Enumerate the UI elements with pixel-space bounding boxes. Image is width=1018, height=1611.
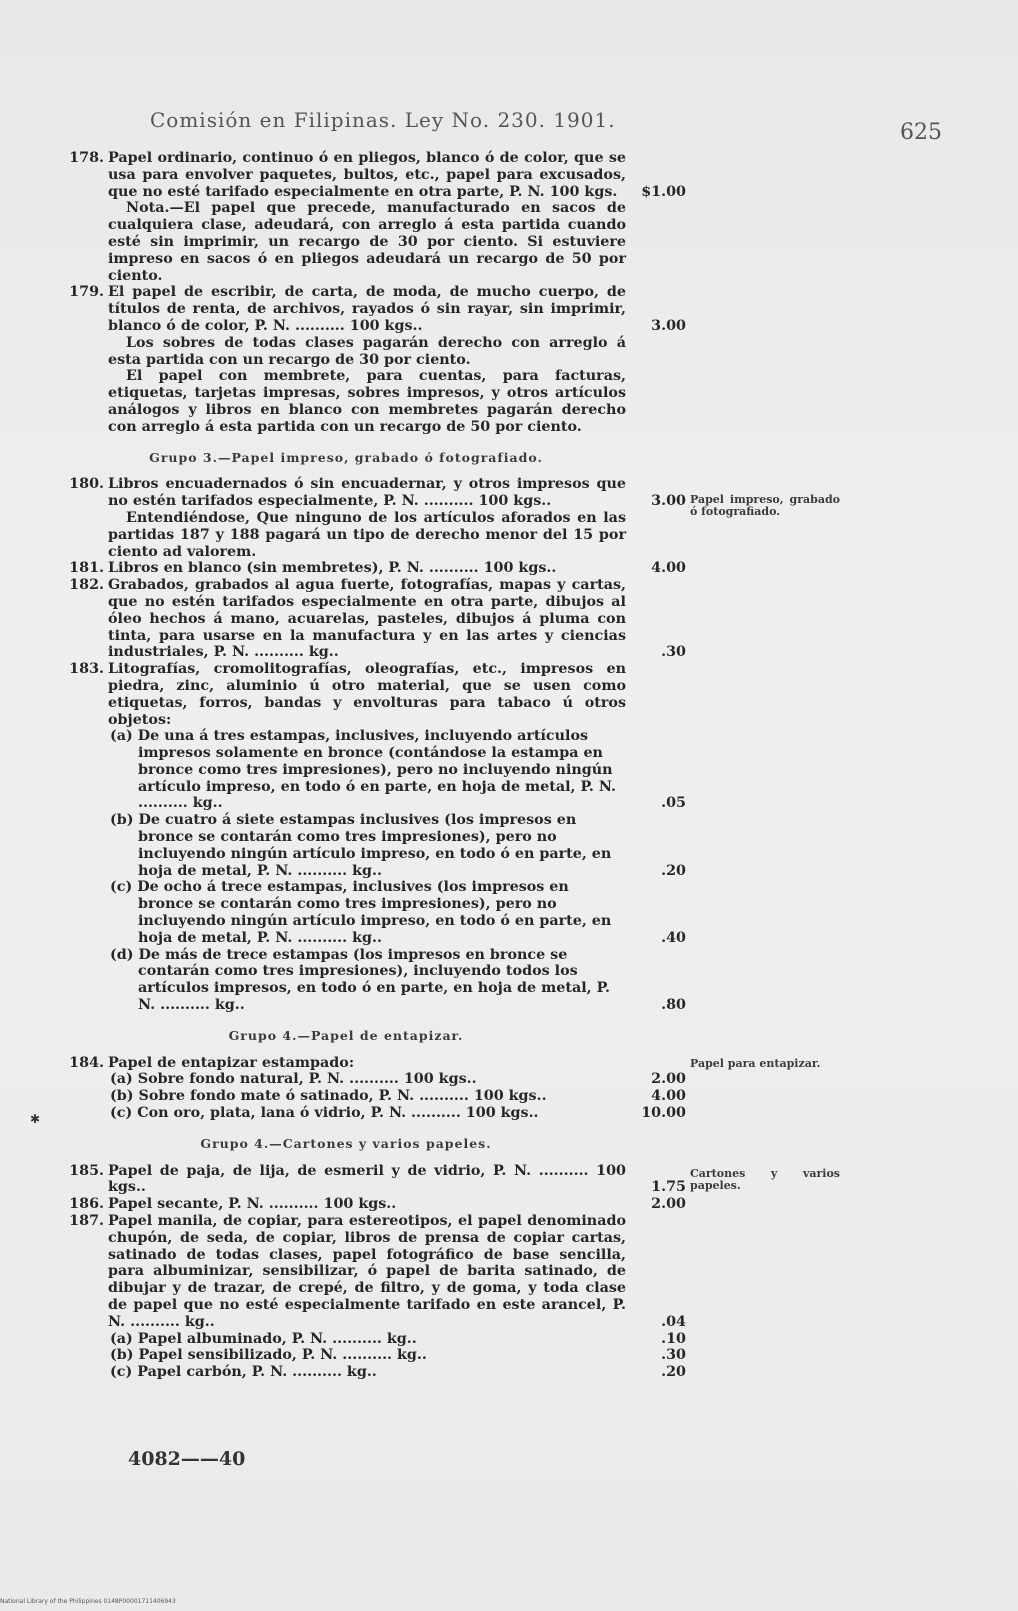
entry-text: Papel secante, P. N. .......... 100 kgs.. <box>108 1196 397 1213</box>
group-heading: Grupo 4.—Papel de entapizar. <box>228 1027 464 1043</box>
entry-178 <box>66 150 686 200</box>
subentry-text: (a) Papel albuminado, P. N. .......... kg.. <box>110 1330 417 1347</box>
entry-183 <box>66 661 686 728</box>
entry-text: Libros en blanco (sin membretes), P. N. .......... 100 kgs.. <box>108 560 557 577</box>
subentry-rate: .80 <box>661 997 686 1014</box>
subentry-rate: .10 <box>661 1330 686 1347</box>
entry-rate: 1.75 <box>651 1179 686 1196</box>
entry-rate: 2.00 <box>651 1196 686 1213</box>
subentry-187b <box>66 1347 686 1364</box>
subentry-text: (c) De ocho á trece estampas, inclusives (los impresos en bronce se contarán como tres impresiones), pero no incluyendo ningún artículo impreso, en todo ó en parte, en hoja de metal, P. N. .......... kg.. <box>110 879 612 946</box>
subentry-text: (a) Sobre fondo natural, P. N. .......... 100 kgs.. <box>110 1071 477 1088</box>
entry-number: 187. <box>69 1213 104 1230</box>
subentry-text: (b) Papel sensibilizado, P. N. .......... kg.. <box>110 1347 427 1364</box>
entry-note: Nota.—El papel que precede, manufacturado en sacos de cualquiera clase, adeudará, con arreglo á esta partida cuando esté sin imprimir, un recargo de 30 por ciento. Si estuviere impreso en sacos ó en pliegos adeudará un recargo de 50 por ciento. <box>108 200 626 284</box>
subentry-rate: .20 <box>661 1364 686 1381</box>
entry-number: 186. <box>69 1196 104 1213</box>
entry-rate: 3.00 <box>651 493 686 510</box>
subentry-184c <box>66 1105 686 1122</box>
entry-187 <box>66 1213 686 1331</box>
subentry-text: (b) De cuatro á siete estampas inclusives (los impresos en bronce se contarán como tres impresiones), pero no incluyendo ningún artículo impreso, en todo ó en parte, en hoja de metal, P. N. .......... kg.. <box>110 812 612 879</box>
entry-rate: .30 <box>661 644 686 661</box>
entry-number: 185. <box>69 1162 104 1179</box>
entry-number: 184. <box>69 1054 104 1071</box>
subentry-text: (a) De una á tres estampas, inclusives, incluyendo artículos impresos solamente en bronce (contándose la estampa en bronce como tres impresiones), pero no incluyendo ningún artículo impreso, en todo ó en parte, en hoja de metal, P. N. .......... kg.. <box>110 728 616 812</box>
subentry-rate: .30 <box>661 1347 686 1364</box>
subentry-183a <box>66 728 686 812</box>
entry-rate: 3.00 <box>651 317 686 334</box>
entry-180 <box>66 476 686 510</box>
entry-number: 179. <box>69 284 104 301</box>
entry-number: 180. <box>69 476 104 493</box>
subentry-183d <box>66 947 686 1014</box>
running-head: Comisión en Filipinas. Ley No. 230. 1901. <box>150 108 616 132</box>
subentry-rate: .40 <box>661 929 686 946</box>
subentry-187a <box>66 1331 686 1348</box>
entry-rate: $1.00 <box>641 183 686 200</box>
page-number: 625 <box>900 120 942 145</box>
margin-note-group3: Papel impreso, grabado ó fotografiado. <box>690 493 840 518</box>
subentry-183b <box>66 812 686 879</box>
entry-text: Papel de entapizar estampado: <box>108 1054 355 1071</box>
entry-number: 178. <box>69 150 104 166</box>
entry-note: Entendiéndose, Que ninguno de los artículos aforados en las partidas 187 y 188 pagará un tipo de derecho menor del 15 por ciento ad valorem. <box>108 509 626 560</box>
asterisk-mark: ✱ <box>30 1112 41 1126</box>
entry-185 <box>66 1163 686 1197</box>
subentry-184a <box>66 1071 686 1088</box>
entry-179 <box>66 284 686 334</box>
scan-credit: National Library of the Philippines 0148P00001711406943 <box>0 1598 176 1605</box>
subentry-text: (c) Papel carbón, P. N. .......... kg.. <box>110 1364 377 1381</box>
entry-text: El papel de escribir, de carta, de moda, de mucho cuerpo, de títulos de renta, de archivos, rayados ó sin rayar, sin imprimir, blanco ó de color, P. N. .......... 100 kgs.. <box>108 284 626 334</box>
entry-181 <box>66 560 686 577</box>
subentry-text: (d) De más de trece estampas (los impresos en bronce se contarán como tres impresiones), incluyendo todos los artículos impresos, en todo ó en parte, en hoja de metal, P. N. .......... kg.. <box>110 946 610 1014</box>
subentry-rate: .20 <box>661 862 686 879</box>
entry-text: Papel ordinario, continuo ó en pliegos, blanco ó de color, que se usa para envolver paquetes, bultos, etc., papel para excusados, que no esté tarifado especialmente en otra parte, P. N. 100 kgs. <box>108 150 626 200</box>
entry-number: 182. <box>69 577 104 594</box>
entry-184 <box>66 1055 686 1072</box>
entry-text: Grabados, grabados al agua fuerte, fotografías, mapas y cartas, que no estén tarifados especialmente en otra parte, dibujos al óleo hechos á mano, acuarelas, pasteles, dibujos á pluma con tinta, para usarse en la manufactura y en las artes y ciencias industriales, P. N. .......... kg.. <box>108 577 626 661</box>
entry-note: El papel con membrete, para cuentas, para facturas, etiquetas, tarjetas impresas, sobres impresos, y otros artículos análogos y libros en blanco con membretes pagarán derecho con arreglo á esta partida con un recargo de 50 por ciento. <box>108 368 626 435</box>
tariff-column <box>66 150 686 1381</box>
entry-text: Litografías, cromolitografías, oleografías, etc., impresos en piedra, zinc, aluminio ú otro material, que se usen como etiquetas, forros, bandas y envolturas para tabaco ú otros objetos: <box>108 661 626 728</box>
entry-text: Papel de paja, de lija, de esmeril y de vidrio, P. N. .......... 100 kgs.. <box>108 1162 626 1196</box>
printer-signature: 4082——40 <box>128 1448 246 1470</box>
entry-182 <box>66 577 686 661</box>
subentry-rate: 10.00 <box>641 1105 686 1122</box>
entry-186 <box>66 1196 686 1213</box>
subentry-text: (b) Sobre fondo mate ó satinado, P. N. .......... 100 kgs.. <box>110 1088 547 1105</box>
subentry-rate: .05 <box>661 795 686 812</box>
group-heading: Grupo 3.—Papel impreso, grabado ó fotografiado. <box>149 449 543 465</box>
entry-text: Papel manila, de copiar, para estereotipos, el papel denominado chupón, de seda, de copiar, libros de prensa de copiar cartas, satinado de todas clases, papel fotográfico de base sencilla, para albuminizar, sensibilizar, ó papel de barita satinado, de dibujar y de trazar, de crepé, de filtro, y de goma, y toda clase de papel que no esté especialmente tarifado en este arancel, P. N. .......... kg.. <box>108 1213 626 1330</box>
entry-note: Los sobres de todas clases pagarán derecho con arreglo á esta partida con un recargo de 30 por ciento. <box>108 334 626 368</box>
margin-note-group4b: Cartones y varios papeles. <box>690 1167 840 1192</box>
entry-rate: 4.00 <box>651 560 686 577</box>
subentry-text: (c) Con oro, plata, lana ó vidrio, P. N. .......... 100 kgs.. <box>110 1105 539 1122</box>
subentry-rate: 2.00 <box>651 1071 686 1088</box>
entry-number: 183. <box>69 661 104 678</box>
subentry-187c <box>66 1364 686 1381</box>
subentry-rate: 4.00 <box>651 1088 686 1105</box>
entry-rate: .04 <box>661 1313 686 1330</box>
subentry-184b <box>66 1088 686 1105</box>
group-heading: Grupo 4.—Cartones y varios papeles. <box>200 1135 492 1151</box>
subentry-183c <box>66 879 686 946</box>
entry-number: 181. <box>69 560 104 577</box>
entry-text: Libros encuadernados ó sin encuadernar, y otros impresos que no estén tarifados especialmente, P. N. .......... 100 kgs.. <box>108 476 626 510</box>
margin-note-group4a: Papel para entapizar. <box>690 1057 821 1070</box>
